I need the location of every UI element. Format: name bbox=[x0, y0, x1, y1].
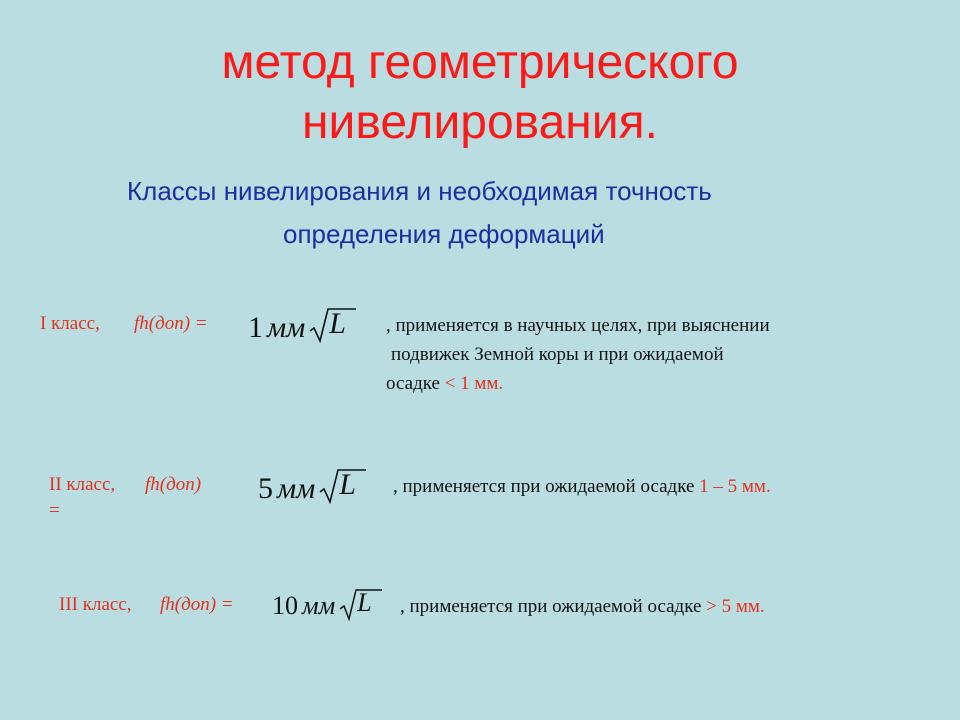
slide-title-line1: метод геометрического bbox=[221, 36, 739, 89]
class-3-formula-number: 10 bbox=[272, 591, 298, 620]
subtitle-line2: определения деформаций bbox=[283, 219, 605, 249]
class-1-desc-line3 bbox=[386, 370, 503, 398]
class-2-fh: fh(доп) bbox=[145, 474, 202, 495]
class-2-fh-equals: = bbox=[49, 500, 60, 521]
class-1-label: I класс, bbox=[40, 313, 100, 334]
class-2-sqrt bbox=[319, 466, 367, 506]
class-1-fh: fh(доп) = bbox=[134, 313, 208, 334]
class-3-formula bbox=[272, 586, 383, 622]
class-3-settlement-value: > 5 мм. bbox=[706, 596, 765, 617]
class-1-formula-unit: мм bbox=[267, 311, 306, 344]
class-2-formula-var: L bbox=[339, 468, 356, 501]
class-1-settlement-value: < 1 мм. bbox=[444, 373, 504, 394]
class-3-formula-var: L bbox=[357, 588, 372, 617]
class-2-settlement-value: 1 – 5 мм. bbox=[699, 476, 771, 497]
slide-title-line2: нивелирования. bbox=[302, 96, 658, 149]
class-3-desc bbox=[400, 593, 765, 621]
class-1-formula-var: L bbox=[329, 307, 346, 340]
class-3-desc-prefix: , применяется при ожидаемой осадке bbox=[400, 596, 707, 617]
class-1-desc-line1: , применяется в научных целях, при выяснении bbox=[386, 315, 770, 336]
class-2-desc bbox=[393, 473, 771, 501]
class-2-label: II класс, bbox=[49, 474, 116, 495]
class-2-desc-prefix: , применяется при ожидаемой осадке bbox=[393, 476, 700, 497]
class-3-sqrt bbox=[339, 586, 383, 622]
class-1-desc-prefix: осадке bbox=[386, 373, 445, 394]
class-1-desc-line2: подвижек Земной коры и при ожидаемой bbox=[391, 344, 724, 365]
class-1-sqrt bbox=[309, 305, 357, 345]
class-3-formula-unit: мм bbox=[302, 591, 336, 620]
class-2-formula bbox=[258, 466, 367, 506]
class-3-fh: fh(доп) = bbox=[160, 594, 234, 615]
subtitle-line1: Классы нивелирования и необходимая точность bbox=[127, 176, 712, 206]
class-1-formula bbox=[248, 305, 357, 345]
class-2-formula-number: 5 bbox=[258, 472, 273, 505]
class-2-formula-unit: мм bbox=[277, 472, 316, 505]
class-3-label: III класс, bbox=[59, 594, 132, 615]
class-1-formula-number: 1 bbox=[248, 311, 263, 344]
